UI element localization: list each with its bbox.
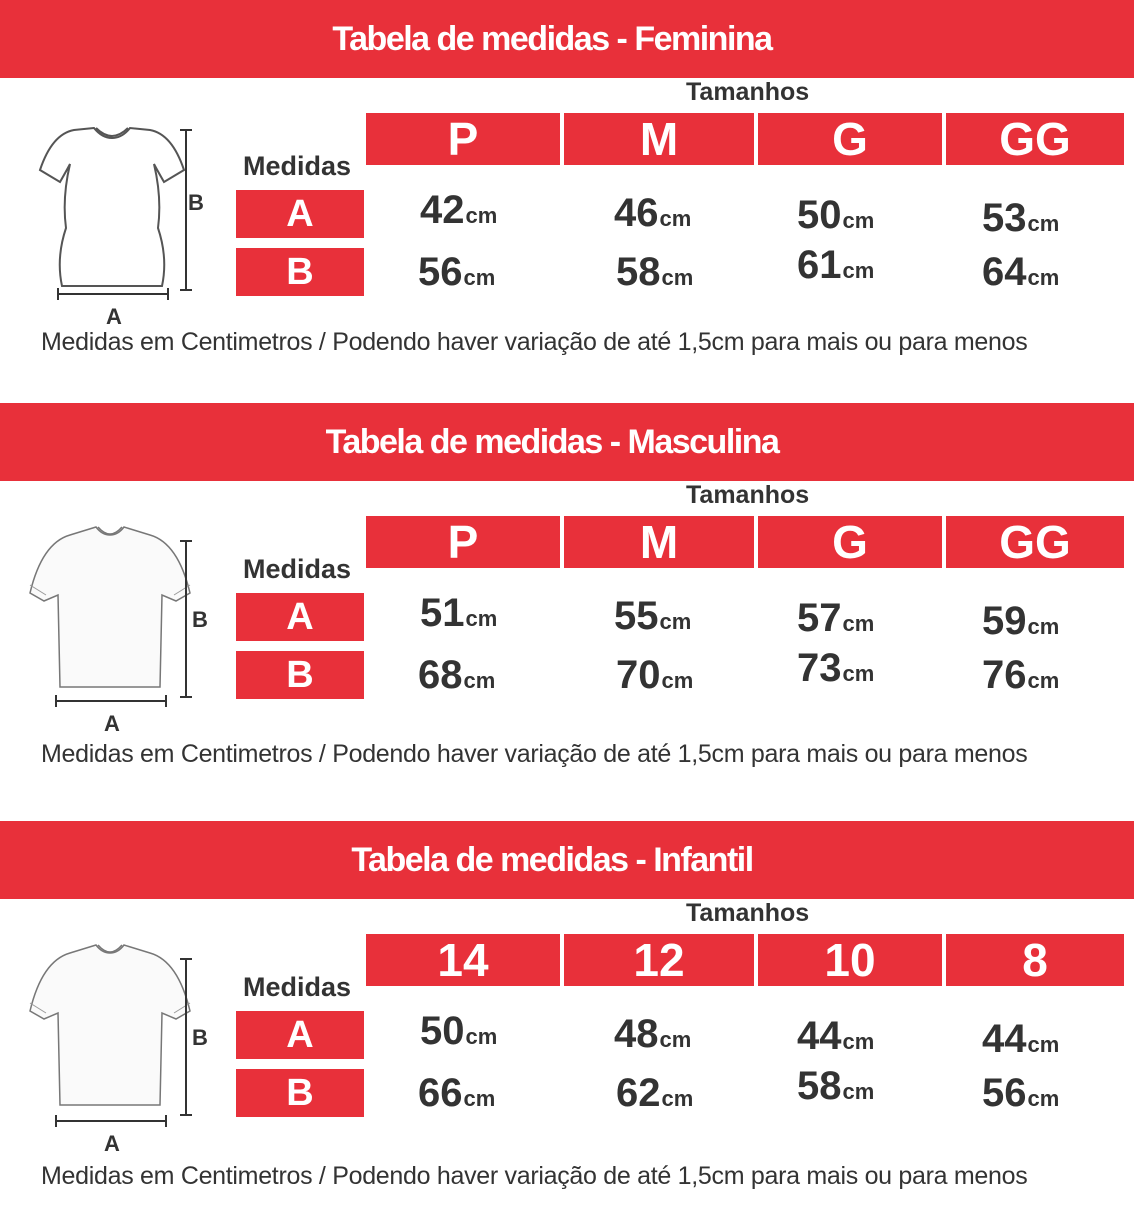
section-title: Tabela de medidas - Masculina xyxy=(325,422,779,461)
value-cell: 59cm xyxy=(982,599,1060,643)
mens-tshirt-icon xyxy=(22,521,222,736)
value-cell: 50cm xyxy=(797,193,875,237)
value-cell: 70cm xyxy=(616,653,694,697)
size-header-cell: 8 xyxy=(946,934,1124,986)
section-title-banner xyxy=(0,0,1134,78)
value-cell: 64cm xyxy=(982,250,1060,294)
value-cell: 58cm xyxy=(797,1064,875,1108)
size-header-cell: G xyxy=(758,113,942,165)
size-table-infantil xyxy=(0,821,1134,1221)
dimension-label-a: A xyxy=(104,711,120,736)
value-cell: 42cm xyxy=(420,188,498,232)
measurement-note: Medidas em Centimetros / Podendo haver variação de até 1,5cm para mais ou para menos xyxy=(41,328,1028,356)
section-title-banner xyxy=(0,403,1134,481)
row-label-a: A xyxy=(236,593,364,641)
value-cell: 61cm xyxy=(797,243,875,287)
row-label-a: A xyxy=(236,1011,364,1059)
size-header-cell: 14 xyxy=(366,934,560,986)
section-title-banner xyxy=(0,821,1134,899)
value-cell: 56cm xyxy=(982,1071,1060,1115)
size-header-cell: M xyxy=(564,516,754,568)
row-label-a: A xyxy=(236,190,364,238)
dimension-label-b: B xyxy=(192,607,208,632)
size-table-feminina xyxy=(0,0,1134,400)
size-header-cell: 12 xyxy=(564,934,754,986)
measures-label: Medidas xyxy=(243,151,352,181)
womens-tshirt-icon xyxy=(22,118,222,333)
row-label-b: B xyxy=(236,248,364,296)
sizes-header: Tamanhos xyxy=(686,78,810,106)
size-header-cell: 10 xyxy=(758,934,942,986)
measures-label: Medidas xyxy=(243,554,352,584)
size-header-cell: M xyxy=(564,113,754,165)
value-cell: 50cm xyxy=(420,1009,498,1053)
value-cell: 66cm xyxy=(418,1071,496,1115)
value-cell: 68cm xyxy=(418,653,496,697)
sizes-header: Tamanhos xyxy=(686,481,810,509)
size-table-masculina xyxy=(0,403,1134,803)
value-cell: 46cm xyxy=(614,191,692,235)
size-header-cell: P xyxy=(366,516,560,568)
size-header-cell: GG xyxy=(946,113,1124,165)
value-cell: 51cm xyxy=(420,591,498,635)
dimension-label-a: A xyxy=(106,304,122,329)
size-header-cell: G xyxy=(758,516,942,568)
value-cell: 57cm xyxy=(797,596,875,640)
size-header-cell: P xyxy=(366,113,560,165)
row-label-b: B xyxy=(236,1069,364,1117)
value-cell: 44cm xyxy=(797,1014,875,1058)
dimension-label-b: B xyxy=(188,190,204,215)
value-cell: 58cm xyxy=(616,250,694,294)
value-cell: 73cm xyxy=(797,646,875,690)
dimension-label-b: B xyxy=(192,1025,208,1050)
section-title: Tabela de medidas - Infantil xyxy=(351,840,753,879)
row-label-b: B xyxy=(236,651,364,699)
measurement-note: Medidas em Centimetros / Podendo haver variação de até 1,5cm para mais ou para menos xyxy=(41,1162,1028,1190)
value-cell: 62cm xyxy=(616,1071,694,1115)
kids-tshirt-icon xyxy=(22,939,222,1154)
sizes-header: Tamanhos xyxy=(686,899,810,927)
value-cell: 48cm xyxy=(614,1012,692,1056)
value-cell: 56cm xyxy=(418,250,496,294)
value-cell: 76cm xyxy=(982,653,1060,697)
value-cell: 53cm xyxy=(982,196,1060,240)
measurement-note: Medidas em Centimetros / Podendo haver variação de até 1,5cm para mais ou para menos xyxy=(41,740,1028,768)
value-cell: 55cm xyxy=(614,594,692,638)
section-title: Tabela de medidas - Feminina xyxy=(332,19,772,58)
dimension-label-a: A xyxy=(104,1131,120,1154)
value-cell: 44cm xyxy=(982,1017,1060,1061)
size-header-cell: GG xyxy=(946,516,1124,568)
measures-label: Medidas xyxy=(243,972,352,1002)
